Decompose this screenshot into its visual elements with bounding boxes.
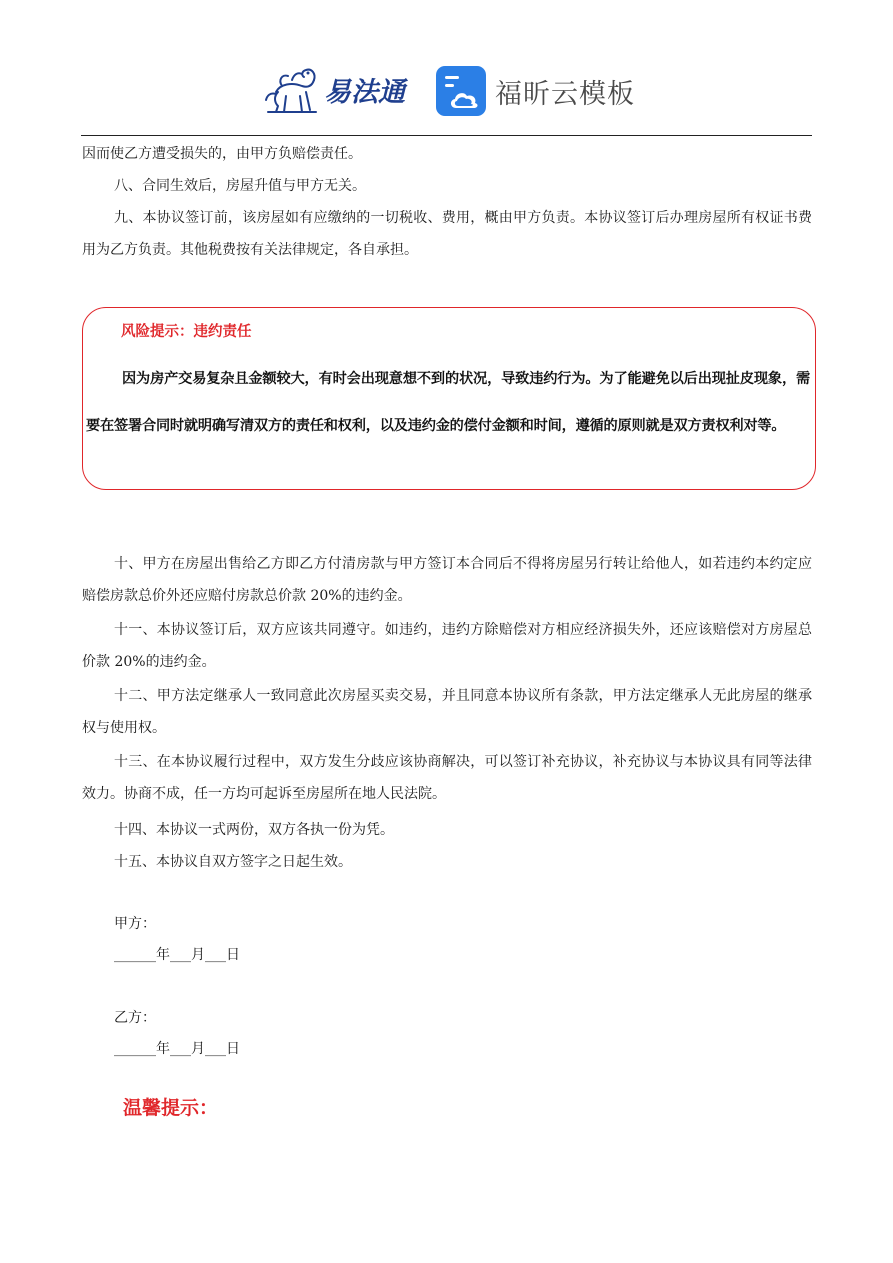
party-b-date: ______年___月___日 [114, 1041, 240, 1057]
risk-body: 因为房产交易复杂且金额较大，有时会出现意想不到的状况，导致违约行为。为了能避免以后出现扯皮现象，需要在签署合同时就明确写清双方的责任和权利，以及违约金的偿付金额和时间，遵循的原则就是双方责权利对等。 [86, 371, 810, 434]
party-a-date: ______年___月___日 [114, 947, 240, 963]
clause-12: 十二、甲方法定继承人一致同意此次房屋买卖交易，并且同意本协议所有条款，甲方法定继承人无此房屋的继承权与使用权。 [82, 688, 812, 736]
foxit-template-logo [436, 65, 635, 117]
party-b-label: 乙方： [114, 1010, 156, 1026]
yifatong-logo [262, 62, 414, 116]
clause-9: 九、本协议签订前，该房屋如有应缴纳的一切税收、费用，概由甲方负责。本协议签订后办理房屋所有权证书费用为乙方负责。其他税费按有关法律规定，各自承担。 [82, 210, 812, 258]
clause-10: 十、甲方在房屋出售给乙方即乙方付清房款与甲方签订本合同后不得将房屋另行转让给他人，如若违约本约定应赔偿房款总价外还应赔付房款总价款 20%的违约金。 [82, 556, 812, 604]
qilin-horse-icon [262, 62, 322, 116]
clause-15: 十五、本协议自双方签字之日起生效。 [114, 854, 352, 870]
logo-text-left: 易法通 [324, 76, 405, 108]
warm-tip-title: 温馨提示： [123, 1097, 219, 1119]
logo-text-right: 福昕云模板 [495, 78, 635, 110]
clause-8: 八、合同生效后，房屋升值与甲方无关。 [114, 178, 366, 194]
header-divider [81, 135, 812, 136]
paragraph-continuation: 因而使乙方遭受损失的，由甲方负赔偿责任。 [82, 146, 362, 162]
header [0, 56, 893, 122]
risk-warning-box [82, 307, 816, 490]
cloud-document-icon [436, 66, 486, 116]
clause-14: 十四、本协议一式两份，双方各执一份为凭。 [114, 822, 394, 838]
party-a-label: 甲方： [114, 916, 156, 932]
clause-11: 十一、本协议签订后，双方应该共同遵守。如违约，违约方除赔偿对方相应经济损失外，还应该赔偿对方房屋总价款 20%的违约金。 [82, 622, 812, 670]
clause-13: 十三、在本协议履行过程中，双方发生分歧应该协商解决，可以签订补充协议，补充协议与本协议具有同等法律效力。协商不成，任一方均可起诉至房屋所在地人民法院。 [82, 754, 812, 802]
risk-title: 风险提示：违约责任 [121, 324, 252, 340]
